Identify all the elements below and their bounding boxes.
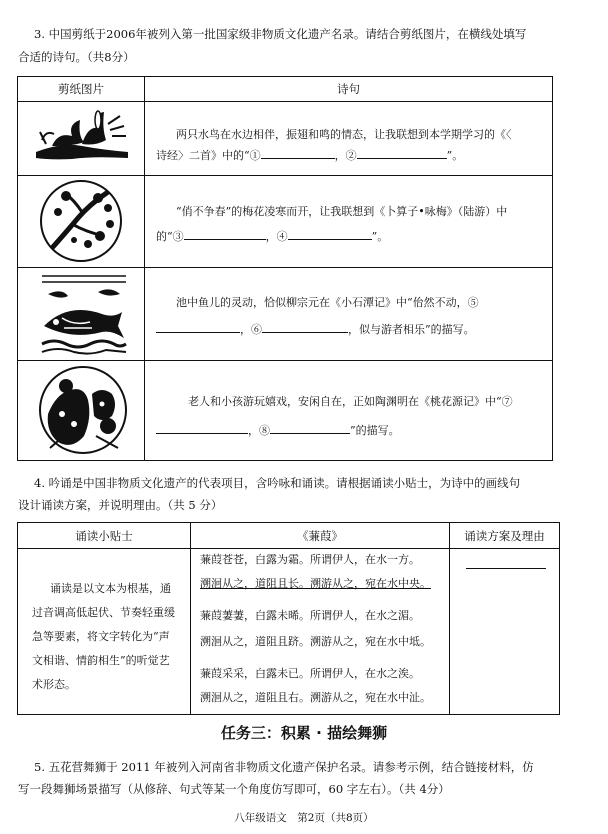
poem-line-3: 蒹葭萋萋，白露未晞。所谓伊人，在水之湄。 bbox=[200, 609, 420, 622]
answer-blank-4[interactable] bbox=[288, 227, 372, 240]
answer-blank-5[interactable] bbox=[156, 320, 240, 333]
answer-blank-2[interactable] bbox=[357, 146, 447, 159]
answer-blank-7[interactable] bbox=[156, 421, 248, 434]
header-poem: 诗句 bbox=[337, 82, 360, 96]
poem-line-6: 溯洄从之，道阻且右。溯游从之，宛在水中沚。 bbox=[200, 691, 431, 704]
plum-blossom-papercut-image bbox=[38, 178, 124, 264]
q3-prompt-line2: 合适的诗句。（共8分） bbox=[18, 50, 135, 64]
poem-line-1: 蒹葭苍苍，白露为霜。所谓伊人，在水一方。 bbox=[200, 553, 420, 566]
recitation-tips-text: 诵读是以文本为根基，通 过音调高低起伏、节奏轻重缓 急等要素，将文字转化为“声 文相谐、情韵相生”的听觉艺 术形态。 bbox=[32, 582, 175, 691]
poem-line-5: 蒹葭采采，白露未已。所谓伊人，在水之涘。 bbox=[200, 667, 420, 680]
water-birds-papercut-image bbox=[32, 106, 132, 162]
answer-blank-6[interactable] bbox=[262, 320, 348, 333]
header-plan-reason: 诵读方案及理由 bbox=[464, 528, 545, 543]
q3-row2-line1: “俏不争春”的梅花凌寒而开，让我联想到《卜算子•咏梅》（陆游）中 bbox=[176, 205, 508, 218]
old-man-children-papercut-image bbox=[36, 364, 130, 456]
fish-papercut-image bbox=[38, 268, 130, 356]
q3-row4-line2: ，⑧ ”的描写。 bbox=[156, 421, 400, 440]
answer-blank-3[interactable] bbox=[184, 227, 266, 240]
q3-row4-line1: 老人和小孩游玩嬉戏，安闲自在，正如陶渊明在《桃花源记》中“⑦ bbox=[188, 395, 513, 408]
q3-row2-line2: 的“③ ，④ ”。 bbox=[156, 227, 388, 246]
q3-row1-line2: 诗经〉二首》中的“① ，② ”。 bbox=[156, 146, 463, 165]
task3-heading: 任务三：积累 · 描绘舞狮 bbox=[220, 724, 388, 742]
q3-row1-line1: 两只水鸟在水边相伴，振翅和鸣的情态，让我联想到本学期学习的《〈 bbox=[176, 128, 512, 141]
q3-row3-line1: 池中鱼儿的灵动，恰似柳宗元在《小石潭记》中“佁然不动，⑤ bbox=[176, 296, 479, 309]
header-poem-title: 《蒹葭》 bbox=[297, 528, 343, 543]
page-footer: 八年级语文 第2页（共8页） bbox=[234, 812, 374, 824]
q3-row3-line2: ，⑥ ，似与游者相乐”的描写。 bbox=[156, 320, 475, 339]
poem-line-2-underlined: 溯洄从之，道阻且长。溯游从之，宛在水中央。 bbox=[200, 577, 431, 590]
q5-prompt-line2: 写一段舞狮场景描写（从修辞、句式等某一个角度仿写即可，60 字左右）。（共 4分） bbox=[18, 782, 450, 796]
header-papercut-image: 剪纸图片 bbox=[58, 82, 104, 96]
q4-prompt-line2: 设计诵读方案，并说明理由。（共 5 分） bbox=[18, 498, 223, 512]
q3-prompt-line1: 3. 中国剪纸于2006年被列入第一批国家级非物质文化遗产名录。请结合剪纸图片，在横线处填写 bbox=[34, 27, 527, 41]
answer-blank-1[interactable] bbox=[261, 146, 335, 159]
header-recitation-tips: 诵读小贴士 bbox=[75, 528, 133, 543]
q4-prompt-line1: 4. 吟诵是中国非物质文化遗产的代表项目，含吟咏和诵读。请根据诵读小贴士，为诗中的画线句 bbox=[34, 476, 521, 490]
q5-prompt-line1: 5. 五花营舞狮于 2011 年被列入河南省非物质文化遗产保护名录。请参考示例，结合链接材料，仿 bbox=[34, 760, 534, 774]
poem-line-4: 溯洄从之，道阻且跻。溯游从之，宛在水中坻。 bbox=[200, 635, 431, 648]
answer-blank-8[interactable] bbox=[270, 421, 350, 434]
recitation-plan-blank[interactable] bbox=[466, 556, 546, 569]
